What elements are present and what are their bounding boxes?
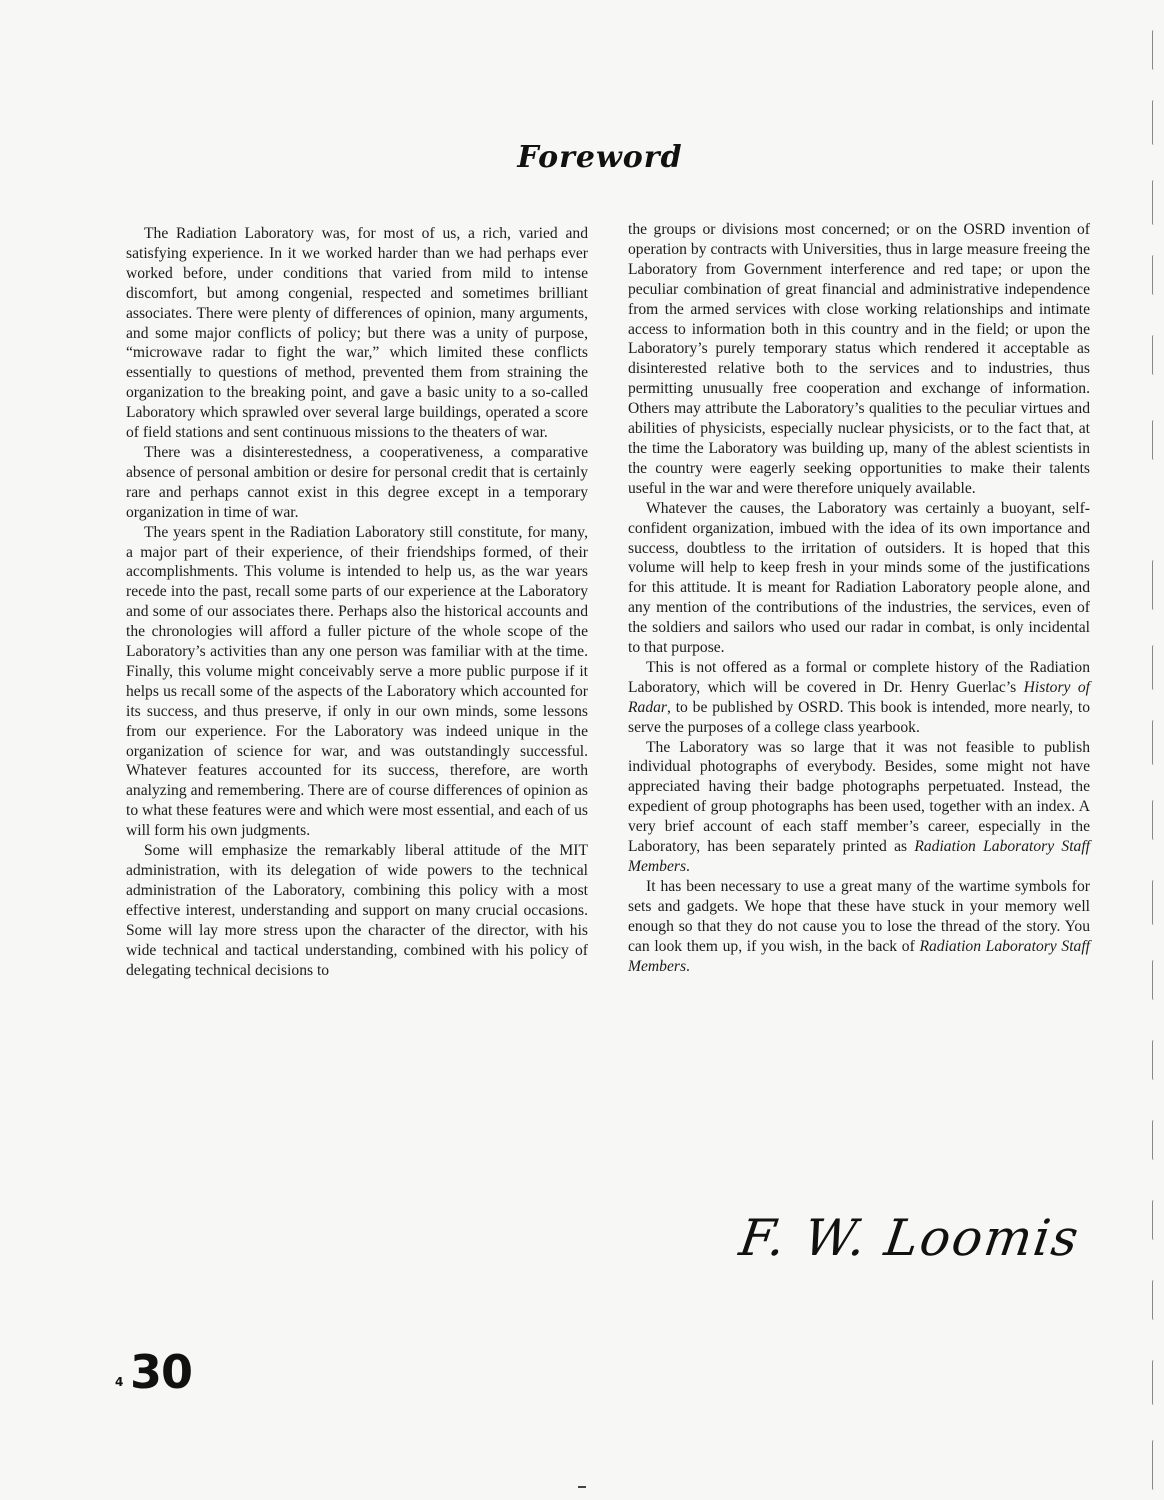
edge-mark [1152, 645, 1156, 690]
edge-mark [1152, 560, 1156, 610]
paragraph [628, 738, 1090, 877]
edge-mark [1152, 1120, 1156, 1160]
edge-mark [1152, 1200, 1156, 1240]
edge-mark [1152, 30, 1156, 70]
edge-mark [1152, 1280, 1156, 1320]
edge-mark [1152, 1040, 1156, 1080]
text: The Laboratory was so large that it was not feasible to publish individual photographs of everybody. Besides, some might not have appreciated having their badge photographs perpetuated. Instead, the expedient of group photographs has been used, together with an index. A very brief account of each staff member’s career, especially in the Laboratory, has been separately printed as [628, 738, 1090, 856]
text: . [686, 858, 690, 875]
page-number-prefix: 4 [115, 1375, 124, 1389]
text: . [686, 957, 690, 975]
page-title: Foreword [517, 140, 683, 175]
text: , to be published by OSRD. This book is intended, more nearly, to serve the purposes of a college class yearbook. [628, 698, 1090, 736]
left-column [126, 224, 588, 980]
signature: F. W. Loomis [735, 1209, 1084, 1267]
edge-mark [1152, 960, 1156, 1000]
right-column [628, 220, 1090, 976]
book-title: History of Radar [628, 678, 1090, 716]
edge-mark [1152, 100, 1156, 145]
edge-mark [1152, 255, 1156, 295]
paragraph: The years spent in the Radiation Laboratory still constitute, for many, a major part of their experience, of their friendships formed, of their accomplishments. This volume is intended to help us, as the war years recede into the past, recall some parts of our experience at the Laboratory and some of our associates there. Perhaps also the historical accounts and the chronologies will afford a fuller picture of the whole scope of the Laboratory’s activities than any one person was familiar with at the time. Finally, this volume might conceivably serve a more public purpose if it helps us recall some of the aspects of the Laboratory which accounted for its success, and thus preserve, if only in our own minds, some lessons from our experience. For the Laboratory was indeed unique in the organization of science for war, and was outstandingly successful. Whatever features accounted for its success, therefore, are worth analyzing and remembering. There are of course differences of opinion as to what these features were and which were most essential, and each of us will form his own judgments. [126, 523, 588, 840]
scan-mark [578, 1486, 586, 1488]
paragraph: Whatever the causes, the Laboratory was certainly a buoyant, self-confident organization, imbued with the idea of its own importance and success, doubtless to the irritation of outsiders. It is hoped that this volume will help to keep fresh in your minds some of the justifications for this attitude. It is meant for Radiation Laboratory people alone, and any mention of the contributions of the industries, the services, even of the soldiers and sailors who used our radar in combat, is only incidental to that purpose. [628, 499, 1090, 657]
paragraph-continuation: the groups or divisions most concerned; or on the OSRD invention of operation by contracts with Universities, thus in large measure freeing the Laboratory from Government interference and red tape; or upon the peculiar combination of great financial and administrative independence from the armed services with close working relationships and intimate access to information both in this country and in the field; or upon the Laboratory’s purely temporary status which rendered it acceptable as disinterested relative both to the services and to industries, thus permitting unusually free cooperation and exchange of information. Others may attribute the Laboratory’s qualities to the peculiar virtues and abilities of physicists, especially nuclear physicists, or to the fact that, at the time the Laboratory was building up, many of the ablest scientists in the country were eagerly seeking opportunities to make their talents useful in the war and were therefore uniquely available. [628, 221, 1090, 497]
book-title: Radiation Laboratory Staff Members [628, 838, 1090, 875]
paragraph: Some will emphasize the remarkably liberal attitude of the MIT administration, with its delegation of wide powers to the technical administration of the Laboratory, combining this policy with a most effective interest, understanding and support on many crucial occasions. Some will lay more stress upon the character of the director, with his wide technical and tactical understanding, combined with his policy of delegating technical decisions to [126, 842, 588, 979]
edge-mark [1152, 420, 1156, 460]
edge-mark [1152, 720, 1156, 765]
book-title: Radiation Laboratory Staff Members [628, 937, 1091, 975]
text: It has been necessary to use a great many of the wartime symbols for sets and gadgets. We hope that these have stuck in your memory well enough so that they do not cause you to lose the thread of the story. You can look them up, if you wish, in the back of [628, 877, 1090, 955]
edge-mark [1152, 180, 1156, 225]
edge-mark [1152, 1360, 1156, 1405]
edge-mark [1152, 880, 1156, 925]
paragraph: The Radiation Laboratory was, for most of us, a rich, varied and satisfying experience. In it we worked harder than we had perhaps ever worked before, under conditions that varied from mild to intense discomfort, but among congenial, respected and sometimes brilliant associates. There were plenty of differences of opinion, many arguments, and some major conflicts of policy; but there was a unity of purpose, “microwave radar to fight the war,” which limited these conflicts essentially to questions of method, prevented them from straining the organization to the breaking point, and gave a basic unity to a so-called Laboratory which sprawled over several large buildings, operated a score of field stations and sent continuous missions to the theaters of war. [126, 225, 588, 442]
paragraph [628, 658, 1090, 738]
paragraph: There was a disinterestedness, a cooperativeness, a comparative absence of personal ambition or desire for personal credit that is certainly rare and perhaps cannot exist in this degree except in a temporary organization in time of war. [126, 443, 588, 521]
paragraph [628, 877, 1090, 977]
edge-mark [1152, 1440, 1156, 1490]
edge-mark [1152, 335, 1156, 375]
text: This is not offered as a formal or complete history of the Radiation Laboratory, which will be covered in Dr. Henry Guerlac’s [628, 658, 1090, 696]
edge-mark [1152, 800, 1156, 840]
page-number: 30 [130, 1345, 193, 1399]
